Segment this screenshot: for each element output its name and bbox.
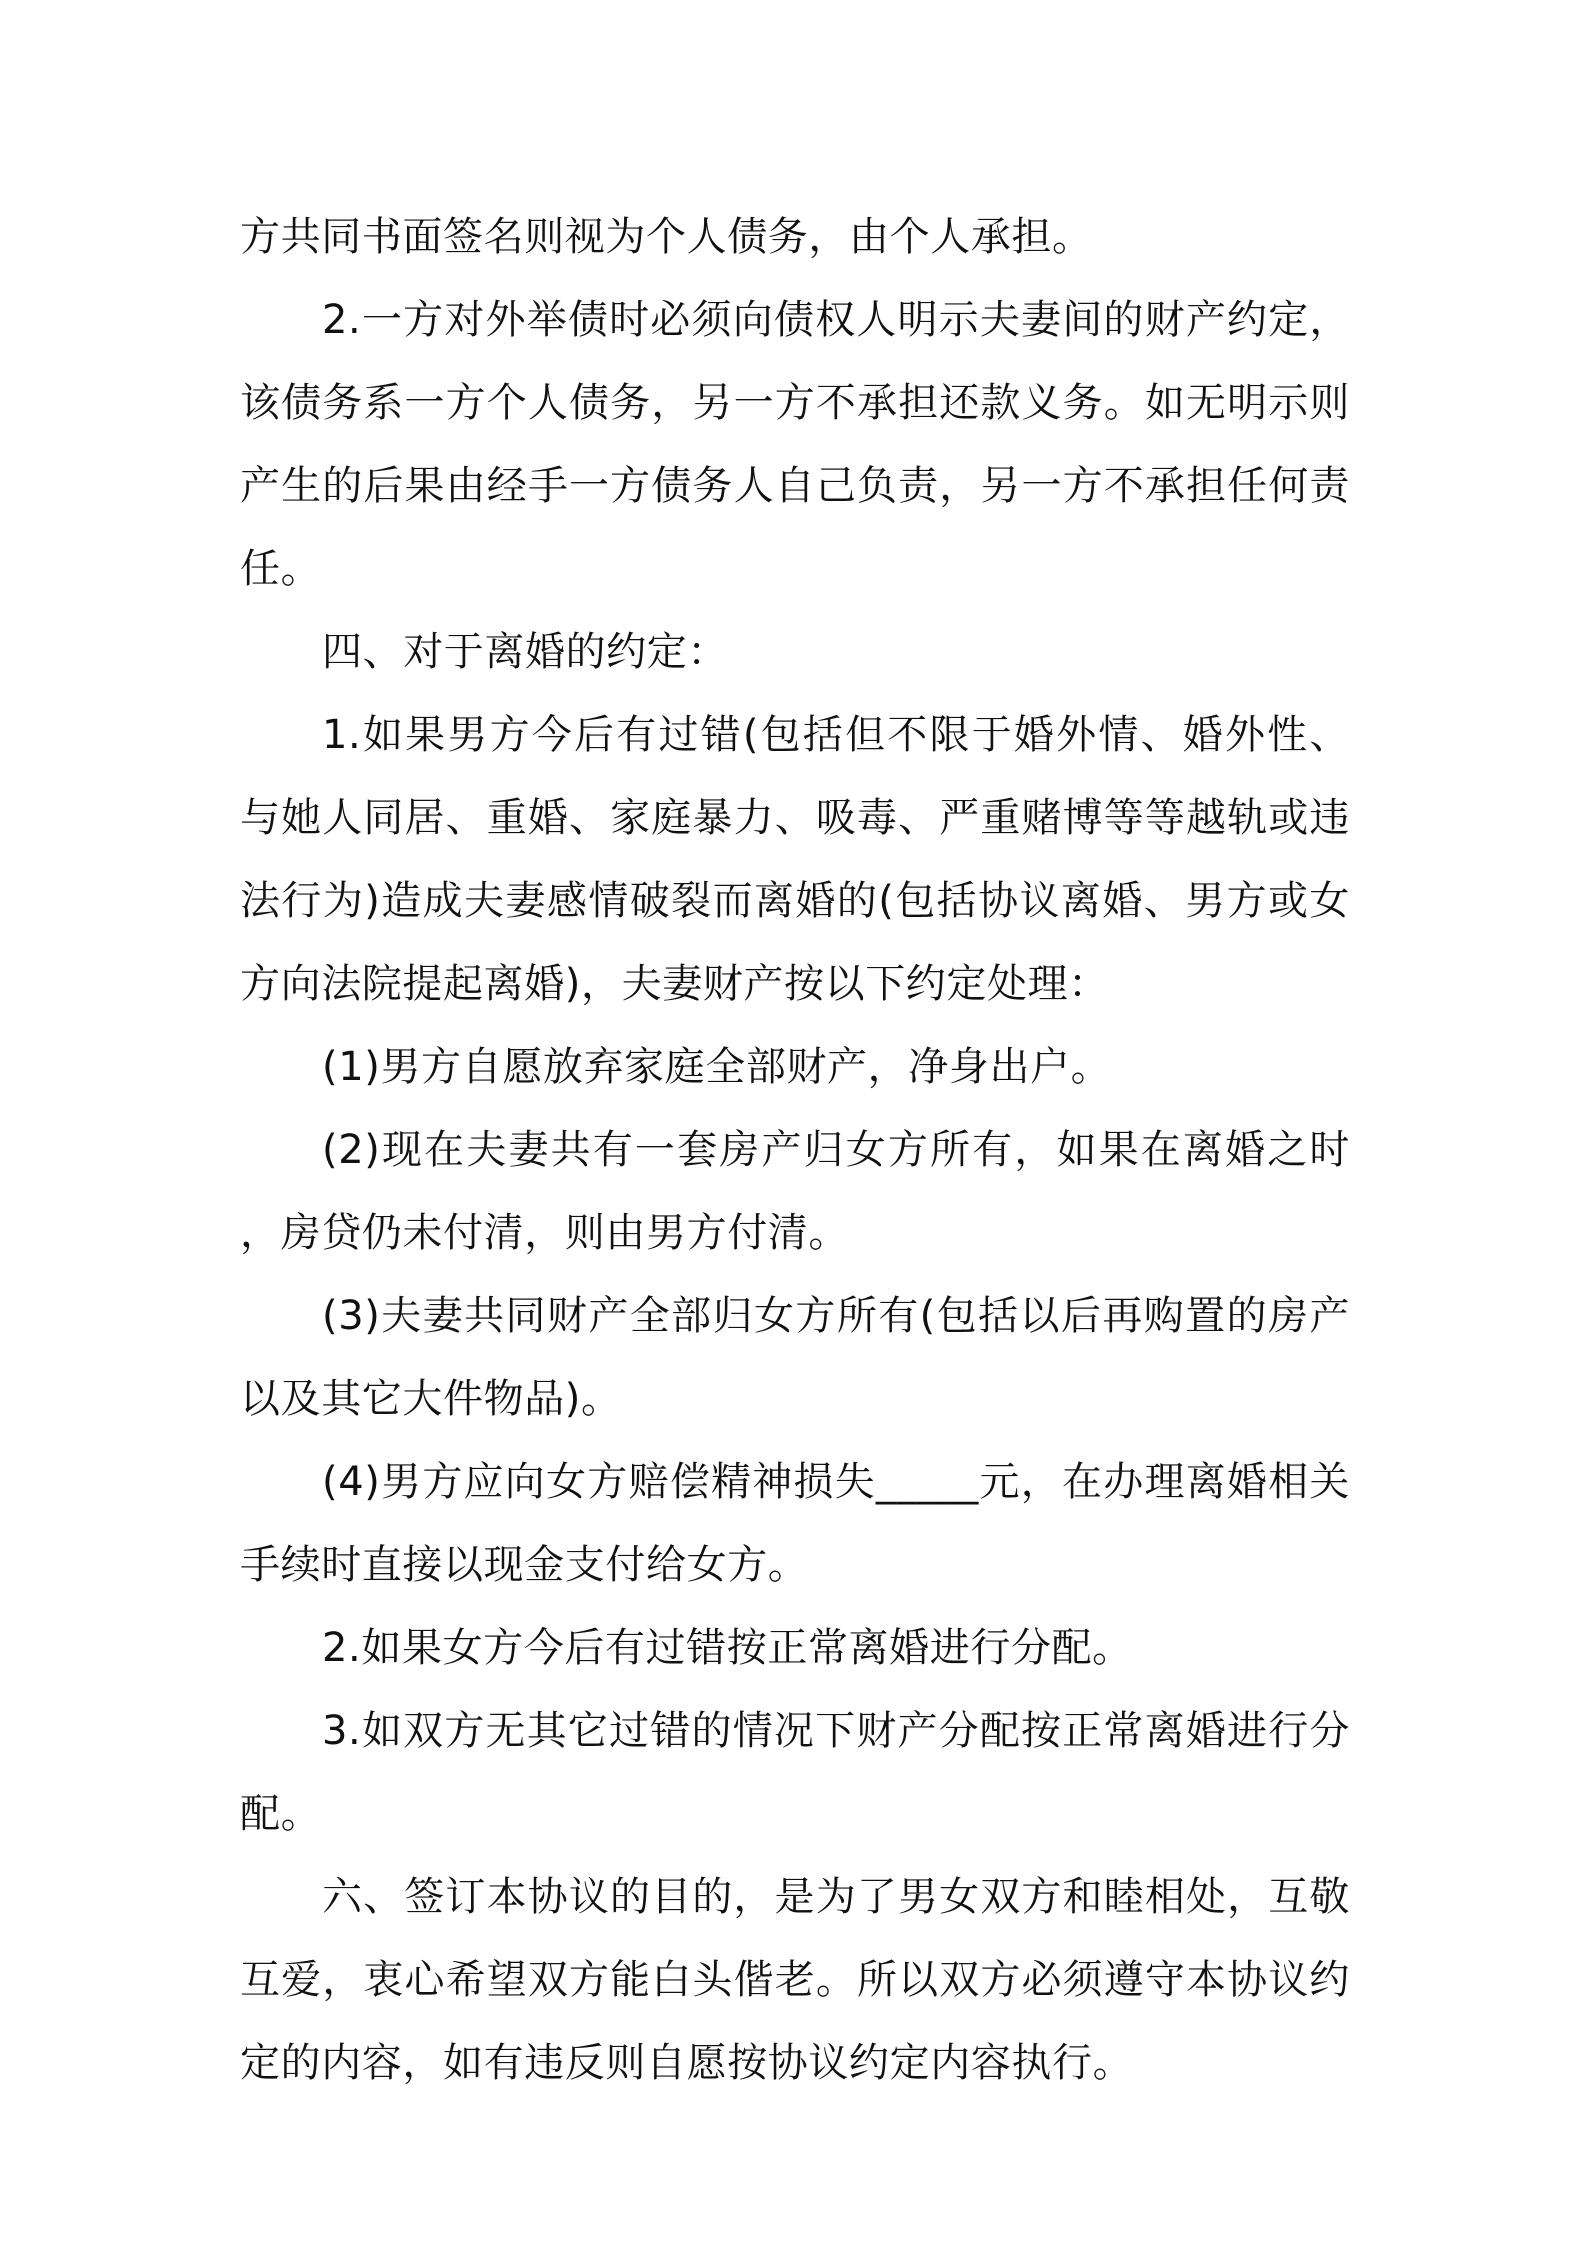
- paragraph-husband-fault: 1.如果男方今后有过错(包括但不限于婚外情、婚外性、与她人同居、重婚、家庭暴力、吸毒、严重赌博等等越轨或违法行为)造成夫妻感情破裂而离婚的(包括协议离婚、男方或女方向法院提起离婚)，夫妻财产按以下约定处理：: [240, 712, 1350, 1007]
- paragraph-wife-fault: 2.如果女方今后有过错按正常离婚进行分配。: [322, 1625, 1133, 1671]
- paragraph-debt-disclosure: 2.一方对外举债时必须向债权人明示夫妻间的财产约定，该债务系一方个人债务，另一方不承担还款义务。如无明示则产生的后果由经手一方债务人自己负责，另一方不承担任何责任。: [240, 297, 1350, 592]
- clause-3: (3)夫妻共同财产全部归女方所有(包括以后再购置的房产以及其它大件物品)。: [240, 1293, 1350, 1422]
- section-purpose: 六、签订本协议的目的，是为了男女双方和睦相处，互敬互爱，衷心希望双方能白头偕老。所以双方必须遵守本协议约定的内容，如有违反则自愿按协议约定内容执行。: [240, 1874, 1350, 2086]
- document-body: [240, 196, 1350, 2105]
- clause-2: (2)现在夫妻共有一套房产归女方所有，如果在离婚之时，房贷仍未付清，则由男方付清。: [240, 1127, 1350, 1256]
- section-heading-divorce: 四、对于离婚的约定：: [322, 629, 728, 675]
- clause-4: (4)男方应向女方赔偿精神损失_____元，在办理离婚相关手续时直接以现金支付给女方。: [240, 1459, 1350, 1588]
- clause-1: (1)男方自愿放弃家庭全部财产，净身出户。: [322, 1044, 1112, 1090]
- paragraph-continuation: 方共同书面签名则视为个人债务，由个人承担。: [240, 214, 1093, 260]
- paragraph-no-fault: 3.如双方无其它过错的情况下财产分配按正常离婚进行分配。: [240, 1708, 1350, 1837]
